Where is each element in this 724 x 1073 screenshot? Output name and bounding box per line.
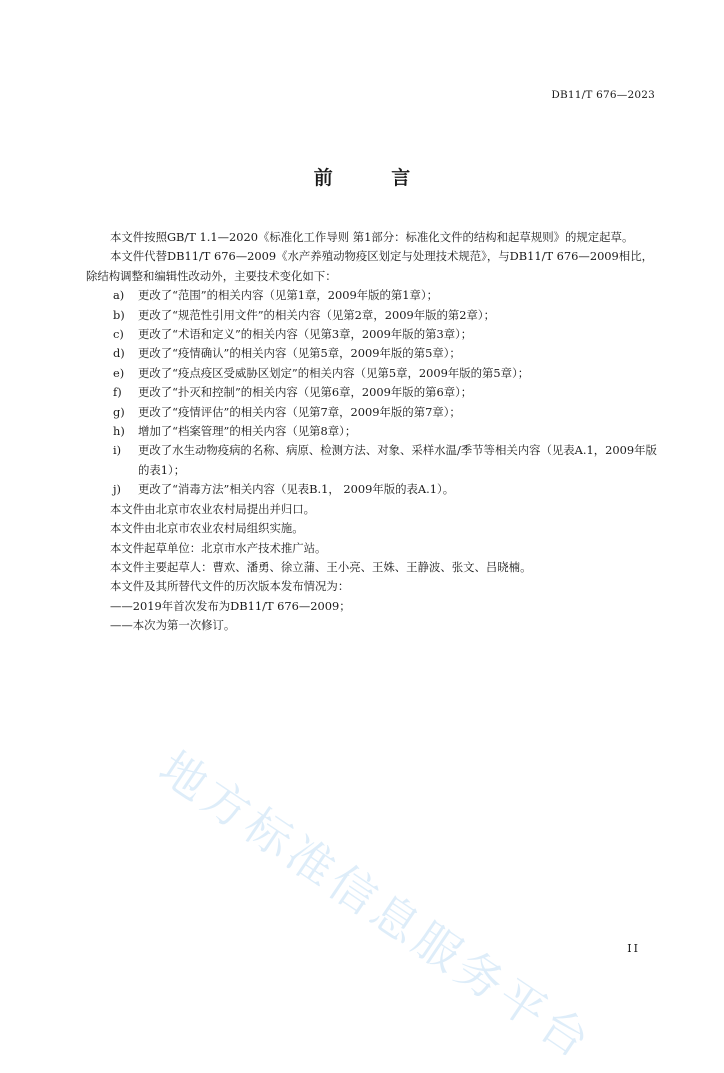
list-item-text: 更改了“消毒方法”相关内容（见表B.1， 2009年版的表A.1）。 <box>138 482 455 497</box>
watermark: 地方标准信息服务平台 <box>149 740 603 1071</box>
list-item-text: 更改了“规范性引用文件”的相关内容（见第2章，2009年版的第2章）； <box>138 307 495 322</box>
change-list <box>86 286 658 499</box>
list-item-text: 更改了水生动物疫病的名称、病原、检测方法、对象、采样水温/季节等相关内容（见表A.1，2009年版的表1）； <box>138 443 657 477</box>
list-item-text: 更改了“疫情确认”的相关内容（见第5章，2009年版的第5章）； <box>138 346 461 361</box>
intro-paragraph-1: 本文件按照GB/T 1.1—2020《标准化工作导则 第1部分：标准化文件的结构和起草规则》的规定起草。 <box>110 230 634 244</box>
list-item <box>86 286 658 305</box>
list-item-text: 更改了“范围”的相关内容（见第1章，2009年版的第1章）； <box>138 288 439 303</box>
history-line-2: ——本次为第一次修订。 <box>110 618 236 633</box>
list-item-text: 更改了“疫情评估”的相关内容（见第7章，2009年版的第7章）； <box>138 404 461 419</box>
list-marker: a) <box>113 288 125 303</box>
list-item <box>86 383 658 402</box>
list-marker: e) <box>113 365 125 380</box>
intro-paragraph-2: 本文件代替DB11/T 676—2009《水产养殖动物疫区划定与处理技术规范》，与DB11/T 676—2009相比，除结构调整和编辑性改动外，主要技术变化如下： <box>86 249 653 283</box>
list-marker: i) <box>113 443 122 458</box>
history-line-1: ——2019年首次发布为DB11/T 676—2009； <box>110 598 351 613</box>
closing-paragraph-2: 本文件由北京市农业农村局组织实施。 <box>110 521 304 536</box>
list-item-text: 更改了“术语和定义”的相关内容（见第3章，2009年版的第3章）； <box>138 327 473 342</box>
document-code: DB11/T 676—2023 <box>551 89 655 101</box>
list-item <box>86 364 658 383</box>
list-item-text: 更改了“扑灭和控制”的相关内容（见第6章，2009年版的第6章）； <box>138 385 473 400</box>
list-item-text: 更改了“疫点疫区受威胁区划定”的相关内容（见第5章，2009年版的第5章）； <box>138 365 530 380</box>
list-marker: b) <box>113 307 125 322</box>
closing-paragraph-1: 本文件由北京市农业农村局提出并归口。 <box>110 501 316 516</box>
list-item <box>86 403 658 422</box>
list-item <box>86 344 658 363</box>
foreword-body <box>86 228 658 636</box>
list-marker: d) <box>113 346 125 361</box>
list-marker: g) <box>113 404 125 419</box>
closing-paragraph-5: 本文件及其所替代文件的历次版本发布情况为： <box>110 579 350 594</box>
list-item <box>86 441 658 480</box>
closing-paragraph-3: 本文件起草单位：北京市水产技术推广站。 <box>110 540 327 555</box>
list-item-text: 增加了“档案管理”的相关内容（见第8章）； <box>138 424 357 439</box>
list-marker: c) <box>113 327 124 342</box>
page-number: II <box>627 942 640 955</box>
list-item <box>86 480 658 499</box>
list-item <box>86 306 658 325</box>
list-marker: j) <box>113 482 121 497</box>
list-item <box>86 422 658 441</box>
closing-paragraph-4: 本文件主要起草人：曹欢、潘勇、徐立蒲、王小亮、王姝、王静波、张文、吕晓楠。 <box>110 559 532 574</box>
list-marker: f) <box>113 385 122 400</box>
page-title: 前 言 <box>313 167 437 189</box>
list-marker: h) <box>113 424 125 439</box>
list-item <box>86 325 658 344</box>
